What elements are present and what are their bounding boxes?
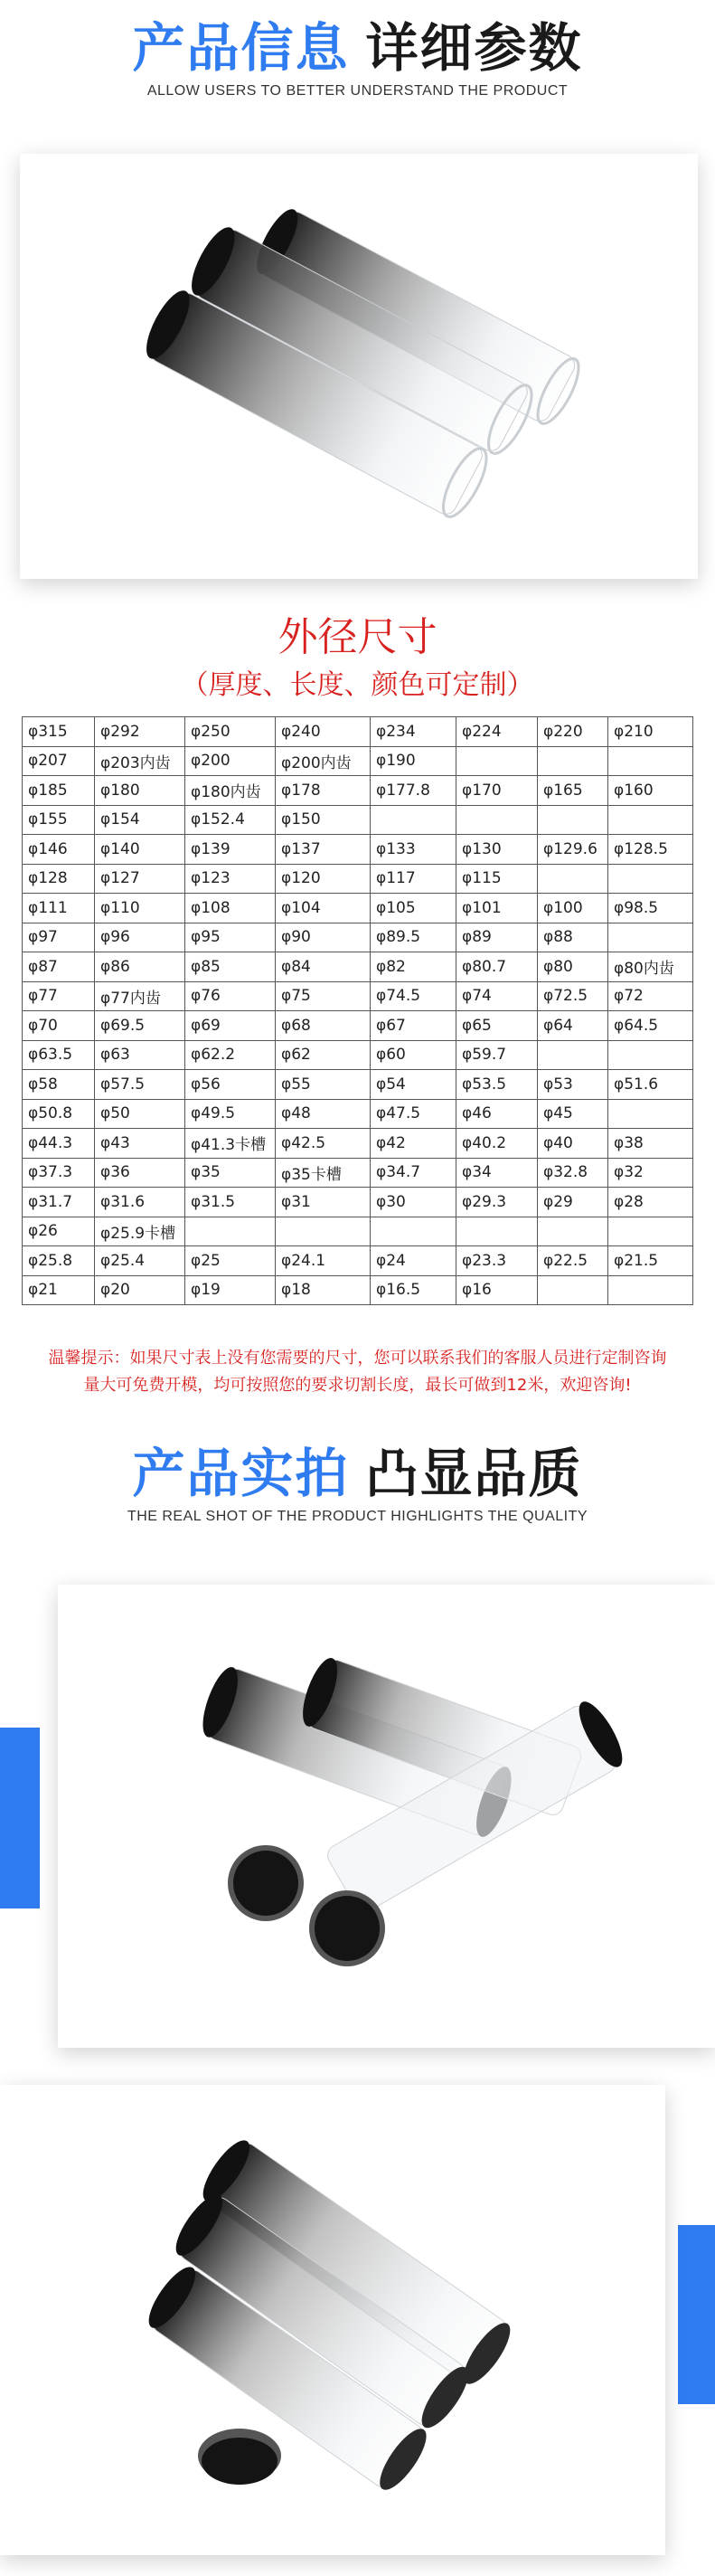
table-row <box>23 776 693 806</box>
table-cell <box>608 864 693 894</box>
table-cell: φ32.8 <box>538 1158 608 1188</box>
table-cell: φ31.6 <box>95 1188 185 1217</box>
table-cell: φ54 <box>371 1070 456 1100</box>
table-cell: φ28 <box>608 1188 693 1217</box>
table-cell: φ123 <box>185 864 276 894</box>
table-cell: φ68 <box>276 1011 371 1041</box>
table-cell: φ25.9卡槽 <box>95 1217 185 1246</box>
table-cell: φ137 <box>276 835 371 865</box>
table-cell: φ80 <box>538 952 608 982</box>
table-cell: φ24.1 <box>276 1246 371 1276</box>
table-cell: φ45 <box>538 1099 608 1129</box>
table-row <box>23 717 693 747</box>
section-title <box>0 16 715 80</box>
table-cell: φ117 <box>371 864 456 894</box>
accent-bar-right <box>678 2225 715 2404</box>
table-cell: φ82 <box>371 952 456 982</box>
table-cell: φ154 <box>95 805 185 835</box>
table-cell: φ29.3 <box>456 1188 538 1217</box>
table-cell <box>608 923 693 952</box>
table-cell: φ84 <box>276 952 371 982</box>
table-cell: φ50.8 <box>23 1099 95 1129</box>
tubes-illustration-2 <box>58 1585 715 2048</box>
table-cell: φ72.5 <box>538 981 608 1011</box>
table-cell: φ74 <box>456 981 538 1011</box>
table-cell: φ31.7 <box>23 1188 95 1217</box>
table-cell: φ180内齿 <box>185 776 276 806</box>
table-row <box>23 923 693 952</box>
table-cell: φ140 <box>95 835 185 865</box>
table-cell: φ47.5 <box>371 1099 456 1129</box>
table-cell: φ180 <box>95 776 185 806</box>
table-cell: φ34.7 <box>371 1158 456 1188</box>
table-cell: φ178 <box>276 776 371 806</box>
table-cell <box>538 805 608 835</box>
table-cell: φ152.4 <box>185 805 276 835</box>
table-cell: φ21 <box>23 1275 95 1305</box>
table-cell: φ35卡槽 <box>276 1158 371 1188</box>
table-cell <box>608 805 693 835</box>
table-cell <box>276 1217 371 1246</box>
table-cell: φ40 <box>538 1129 608 1159</box>
table-row <box>23 805 693 835</box>
table-cell: φ74.5 <box>371 981 456 1011</box>
table-cell <box>538 1275 608 1305</box>
table-cell: φ62 <box>276 1040 371 1070</box>
table-row <box>23 1275 693 1305</box>
section-title-blue: 产品信息 <box>132 17 350 79</box>
table-cell: φ60 <box>371 1040 456 1070</box>
table-row <box>23 746 693 776</box>
table-cell: φ37.3 <box>23 1158 95 1188</box>
table-cell <box>456 746 538 776</box>
table-cell: φ165 <box>538 776 608 806</box>
table-cell: φ64 <box>538 1011 608 1041</box>
table-cell: φ120 <box>276 864 371 894</box>
table-cell: φ95 <box>185 923 276 952</box>
table-cell <box>608 1275 693 1305</box>
table-cell: φ19 <box>185 1275 276 1305</box>
table-cell: φ41.3卡槽 <box>185 1129 276 1159</box>
table-cell: φ292 <box>95 717 185 747</box>
table-cell: φ101 <box>456 894 538 923</box>
table-cell: φ26 <box>23 1217 95 1246</box>
table-cell: φ18 <box>276 1275 371 1305</box>
table-cell <box>608 1040 693 1070</box>
product-photo-1 <box>20 154 698 579</box>
tip-line-2: 量大可免费开模，均可按照您的要求切割长度，最长可做到12米，欢迎咨询! <box>83 1376 632 1395</box>
table-cell: φ48 <box>276 1099 371 1129</box>
tubes-illustration-3 <box>0 2085 665 2555</box>
table-cell: φ108 <box>185 894 276 923</box>
table-cell: φ25.8 <box>23 1246 95 1276</box>
table-cell: φ190 <box>371 746 456 776</box>
table-cell: φ77 <box>23 981 95 1011</box>
table-cell: φ100 <box>538 894 608 923</box>
table-cell: φ55 <box>276 1070 371 1100</box>
table-cell: φ87 <box>23 952 95 982</box>
table-row <box>23 1246 693 1276</box>
table-cell: φ58 <box>23 1070 95 1100</box>
table-cell: φ207 <box>23 746 95 776</box>
section-heading-photos <box>0 1442 715 1525</box>
table-cell: φ63.5 <box>23 1040 95 1070</box>
table-cell: φ30 <box>371 1188 456 1217</box>
table-cell: φ90 <box>276 923 371 952</box>
table-cell: φ85 <box>185 952 276 982</box>
table-row <box>23 981 693 1011</box>
table-cell: φ200 <box>185 746 276 776</box>
table-cell <box>456 805 538 835</box>
table-cell: φ76 <box>185 981 276 1011</box>
table-cell: φ234 <box>371 717 456 747</box>
table-row <box>23 1188 693 1217</box>
table-cell: φ56 <box>185 1070 276 1100</box>
tubes-illustration-1 <box>20 154 698 579</box>
table-cell: φ31 <box>276 1188 371 1217</box>
table-cell: φ203内齿 <box>95 746 185 776</box>
table-cell: φ53 <box>538 1070 608 1100</box>
table-cell: φ72 <box>608 981 693 1011</box>
table-cell: φ127 <box>95 864 185 894</box>
table-cell: φ53.5 <box>456 1070 538 1100</box>
table-row <box>23 835 693 865</box>
table-cell: φ80.7 <box>456 952 538 982</box>
table-cell: φ98.5 <box>608 894 693 923</box>
table-cell: φ210 <box>608 717 693 747</box>
table-cell: φ25 <box>185 1246 276 1276</box>
table-cell: φ59.7 <box>456 1040 538 1070</box>
table-cell: φ88 <box>538 923 608 952</box>
table-cell: φ49.5 <box>185 1099 276 1129</box>
table-cell: φ170 <box>456 776 538 806</box>
table-cell: φ38 <box>608 1129 693 1159</box>
table-cell: φ29 <box>538 1188 608 1217</box>
table-row <box>23 1070 693 1100</box>
table-cell: φ42 <box>371 1129 456 1159</box>
table-cell: φ44.3 <box>23 1129 95 1159</box>
table-cell: φ32 <box>608 1158 693 1188</box>
table-cell: φ50 <box>95 1099 185 1129</box>
table-cell: φ63 <box>95 1040 185 1070</box>
table-cell: φ31.5 <box>185 1188 276 1217</box>
section-subtitle: THE REAL SHOT OF THE PRODUCT HIGHLIGHTS THE QUALITY <box>127 1509 588 1524</box>
table-cell <box>538 864 608 894</box>
table-cell: φ224 <box>456 717 538 747</box>
table-cell: φ129.6 <box>538 835 608 865</box>
table-cell: φ115 <box>456 864 538 894</box>
table-cell <box>185 1217 276 1246</box>
table-cell: φ65 <box>456 1011 538 1041</box>
table-cell: φ150 <box>276 805 371 835</box>
size-title: 外径尺寸 <box>278 614 437 660</box>
size-subtitle: （厚度、长度、颜色可定制） <box>181 669 534 701</box>
section-title-dark: 凸显品质 <box>365 1443 583 1504</box>
table-cell: φ130 <box>456 835 538 865</box>
section-title-blue: 产品实拍 <box>132 1443 350 1504</box>
table-cell: φ22.5 <box>538 1246 608 1276</box>
section-title-dark: 详细参数 <box>365 17 583 79</box>
table-cell: φ70 <box>23 1011 95 1041</box>
table-cell: φ96 <box>95 923 185 952</box>
section-title <box>0 1442 715 1505</box>
table-cell: φ111 <box>23 894 95 923</box>
table-cell: φ77内齿 <box>95 981 185 1011</box>
table-cell: φ43 <box>95 1129 185 1159</box>
table-cell: φ155 <box>23 805 95 835</box>
table-cell <box>456 1217 538 1246</box>
table-cell <box>538 1217 608 1246</box>
product-photo-2 <box>58 1585 715 2048</box>
table-cell: φ20 <box>95 1275 185 1305</box>
table-cell: φ160 <box>608 776 693 806</box>
table-row <box>23 1129 693 1159</box>
product-photo-3 <box>0 2085 665 2555</box>
table-cell: φ86 <box>95 952 185 982</box>
table-cell: φ69.5 <box>95 1011 185 1041</box>
table-row <box>23 1158 693 1188</box>
table-cell: φ69 <box>185 1011 276 1041</box>
table-cell: φ16.5 <box>371 1275 456 1305</box>
table-cell: φ40.2 <box>456 1129 538 1159</box>
table-cell <box>608 746 693 776</box>
table-cell: φ104 <box>276 894 371 923</box>
table-row <box>23 864 693 894</box>
table-cell: φ315 <box>23 717 95 747</box>
tip-line-1: 温馨提示：如果尺寸表上没有您需要的尺寸，您可以联系我们的客服人员进行定制咨询 <box>48 1349 667 1368</box>
table-cell: φ51.6 <box>608 1070 693 1100</box>
table-row <box>23 1011 693 1041</box>
table-cell <box>538 1040 608 1070</box>
table-row <box>23 952 693 982</box>
table-cell: φ46 <box>456 1099 538 1129</box>
table-cell <box>538 746 608 776</box>
table-cell: φ133 <box>371 835 456 865</box>
table-cell: φ64.5 <box>608 1011 693 1041</box>
section-subtitle: ALLOW USERS TO BETTER UNDERSTAND THE PRODUCT <box>146 83 569 99</box>
table-cell: φ34 <box>456 1158 538 1188</box>
table-cell: φ89 <box>456 923 538 952</box>
table-cell: φ105 <box>371 894 456 923</box>
table-row <box>23 1099 693 1129</box>
table-cell: φ97 <box>23 923 95 952</box>
table-cell: φ185 <box>23 776 95 806</box>
table-cell: φ110 <box>95 894 185 923</box>
table-cell: φ35 <box>185 1158 276 1188</box>
table-cell: φ250 <box>185 717 276 747</box>
table-cell: φ42.5 <box>276 1129 371 1159</box>
table-cell <box>608 1217 693 1246</box>
table-row <box>23 1040 693 1070</box>
table-cell: φ177.8 <box>371 776 456 806</box>
table-cell: φ89.5 <box>371 923 456 952</box>
table-cell: φ146 <box>23 835 95 865</box>
table-cell: φ200内齿 <box>276 746 371 776</box>
accent-bar-left <box>0 1728 40 1908</box>
table-cell: φ128 <box>23 864 95 894</box>
table-cell: φ23.3 <box>456 1246 538 1276</box>
table-row <box>23 894 693 923</box>
table-cell: φ220 <box>538 717 608 747</box>
table-cell: φ16 <box>456 1275 538 1305</box>
table-cell: φ128.5 <box>608 835 693 865</box>
table-cell: φ67 <box>371 1011 456 1041</box>
table-cell: φ21.5 <box>608 1246 693 1276</box>
table-row <box>23 1217 693 1246</box>
table-cell: φ36 <box>95 1158 185 1188</box>
table-cell: φ139 <box>185 835 276 865</box>
table-cell: φ62.2 <box>185 1040 276 1070</box>
table-cell: φ25.4 <box>95 1246 185 1276</box>
table-cell <box>608 1099 693 1129</box>
table-cell: φ75 <box>276 981 371 1011</box>
table-cell: φ57.5 <box>95 1070 185 1100</box>
table-cell <box>371 1217 456 1246</box>
table-cell <box>371 805 456 835</box>
table-cell: φ24 <box>371 1246 456 1276</box>
size-table <box>22 716 693 1305</box>
table-cell: φ240 <box>276 717 371 747</box>
table-cell: φ80内齿 <box>608 952 693 982</box>
section-heading-info <box>0 16 715 99</box>
